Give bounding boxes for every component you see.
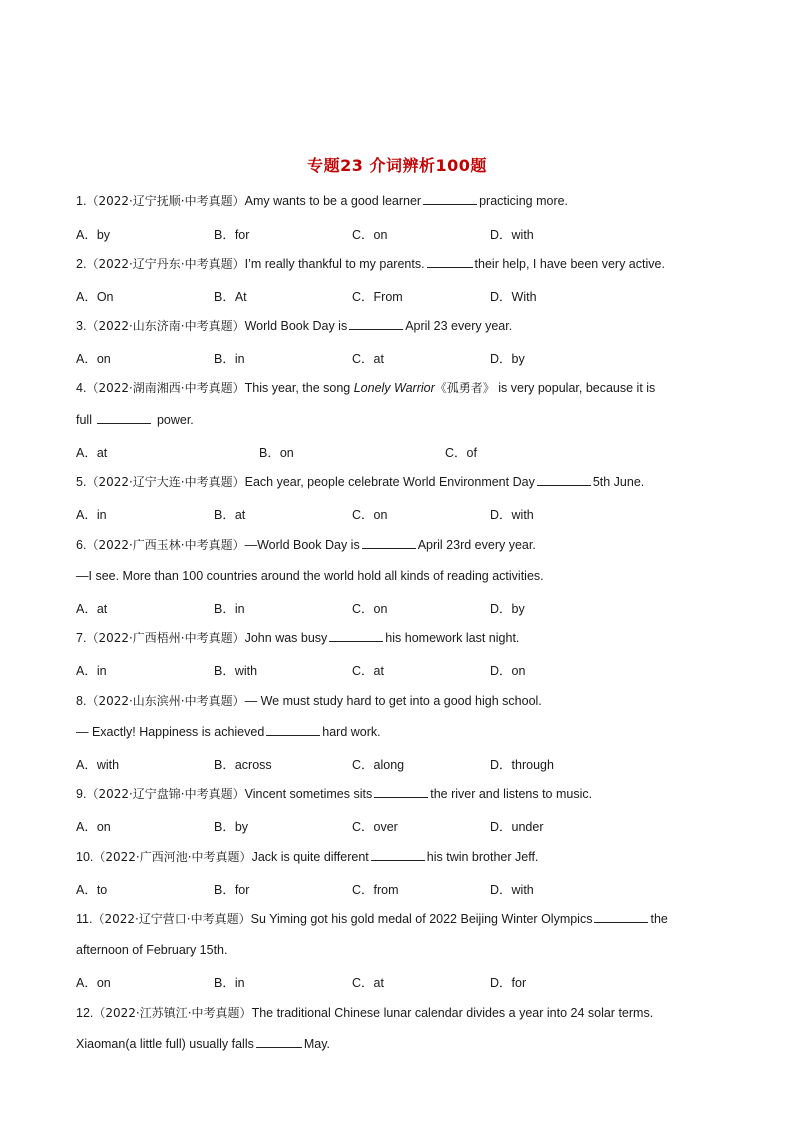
question-text: hard work.	[322, 725, 381, 739]
options-8	[76, 755, 726, 771]
question-text: his homework last night.	[385, 631, 520, 645]
question-text: full	[76, 413, 92, 427]
answer-blank	[349, 318, 403, 330]
song-title-cn: 《孤勇者》	[434, 381, 495, 395]
answer-blank	[362, 537, 416, 549]
question-text: —World Book Day is	[244, 538, 360, 552]
question-source: （2022·辽宁抚顺·中考真题）	[86, 194, 245, 208]
question-text: — Exactly! Happiness is achieved	[76, 725, 265, 739]
options-5	[76, 505, 726, 521]
question-number: 2.	[76, 257, 87, 271]
question-number: 8.	[76, 694, 87, 708]
question-text: their help, I have been very active.	[474, 257, 665, 271]
option-d: D．with	[490, 883, 534, 897]
answer-blank	[423, 193, 477, 205]
question-number: 9.	[76, 787, 87, 801]
question-text: Vincent sometimes sits	[244, 787, 373, 801]
option-a: A．in	[76, 664, 107, 678]
question-number: 5.	[76, 475, 87, 489]
question-text: practicing more.	[479, 194, 569, 208]
answer-blank	[427, 256, 473, 268]
question-text: power.	[156, 413, 194, 427]
question-source: （2022·山东滨州·中考真题）	[86, 694, 245, 708]
answer-blank	[256, 1036, 302, 1048]
option-d: D．for	[490, 976, 527, 990]
options-6	[76, 599, 726, 615]
options-11	[76, 973, 726, 989]
question-text: Su Yiming got his gold medal of 2022 Beijing Winter Olympics	[250, 912, 593, 926]
question-4-line2	[76, 412, 724, 428]
option-d: D．with	[490, 508, 534, 522]
option-b: B．across	[214, 758, 272, 772]
answer-blank	[537, 474, 591, 486]
question-source: （2022·辽宁营口·中考真题）	[92, 912, 251, 926]
options-9	[76, 817, 726, 833]
question-source: （2022·江苏镇江·中考真题）	[93, 1006, 252, 1020]
question-number: 3.	[76, 319, 87, 333]
option-a: A．in	[76, 508, 107, 522]
options-2	[76, 287, 726, 303]
question-text: April 23rd every year.	[417, 538, 536, 552]
option-b: B．with	[214, 664, 258, 678]
option-c: C．over	[352, 820, 398, 834]
question-source: （2022·湖南湘西·中考真题）	[86, 381, 245, 395]
options-7	[76, 661, 726, 677]
option-a: A．on	[76, 820, 111, 834]
question-text: This year, the song	[244, 381, 351, 395]
option-d: D．With	[490, 290, 537, 304]
question-number: 12.	[76, 1006, 94, 1020]
question-5	[76, 474, 724, 490]
question-10	[76, 849, 724, 865]
option-a: A．at	[76, 602, 108, 616]
question-text: May.	[303, 1037, 331, 1051]
question-9	[76, 786, 724, 802]
question-text: World Book Day is	[244, 319, 348, 333]
option-a: A．to	[76, 883, 108, 897]
question-source: （2022·广西河池·中考真题）	[93, 850, 252, 864]
question-source: （2022·山东济南·中考真题）	[86, 319, 245, 333]
option-c: C．on	[352, 228, 388, 242]
question-11	[76, 911, 724, 927]
answer-blank	[594, 911, 648, 923]
option-c: C．at	[352, 664, 384, 678]
question-8-line2	[76, 724, 724, 740]
question-text: the	[650, 912, 668, 926]
option-d: D．through	[490, 758, 554, 772]
option-b: B．on	[259, 446, 294, 460]
question-6-line2: —I see. More than 100 countries around the world hold all kinds of reading activities.	[76, 569, 544, 583]
option-d: D．with	[490, 228, 534, 242]
question-number: 4.	[76, 381, 87, 395]
option-b: B．by	[214, 820, 249, 834]
option-b: B．At	[214, 290, 247, 304]
answer-blank	[374, 786, 428, 798]
question-number: 1.	[76, 194, 87, 208]
question-number: 6.	[76, 538, 87, 552]
option-a: A．on	[76, 976, 111, 990]
question-text: Xiaoman(a little full) usually falls	[76, 1037, 254, 1051]
question-number: 11.	[76, 912, 93, 926]
question-text: 5th June.	[592, 475, 645, 489]
question-text: is very popular, because it is	[494, 381, 656, 395]
options-4	[76, 443, 726, 459]
option-c: C．on	[352, 602, 388, 616]
question-text: I’m really thankful to my parents.	[244, 257, 425, 271]
question-1	[76, 193, 724, 209]
question-text: April 23 every year.	[405, 319, 513, 333]
question-2	[76, 256, 724, 272]
option-c: C．from	[352, 883, 399, 897]
question-11-line2: afternoon of February 15th.	[76, 943, 228, 957]
option-c: C．at	[352, 976, 384, 990]
option-a: A．on	[76, 352, 111, 366]
question-12	[76, 1005, 724, 1021]
option-a: A．On	[76, 290, 114, 304]
question-source: （2022·广西玉林·中考真题）	[86, 538, 245, 552]
option-c: C．of	[445, 446, 477, 460]
answer-blank	[371, 849, 425, 861]
question-text: Amy wants to be a good learner	[244, 194, 422, 208]
question-text: Jack is quite different	[251, 850, 369, 864]
option-d: D．by	[490, 352, 525, 366]
question-source: （2022·辽宁盘锦·中考真题）	[86, 787, 245, 801]
question-text: his twin brother Jeff.	[426, 850, 539, 864]
question-12-line2	[76, 1036, 724, 1052]
question-7	[76, 630, 724, 646]
option-b: B．for	[214, 883, 250, 897]
option-b: B．for	[214, 228, 250, 242]
question-number: 10.	[76, 850, 94, 864]
option-c: C．at	[352, 352, 384, 366]
question-text: Each year, people celebrate World Environment Day	[244, 475, 535, 489]
answer-blank	[266, 724, 320, 736]
option-d: D．on	[490, 664, 526, 678]
page-title: 专题23 介词辨析100题	[307, 156, 487, 175]
question-text: John was busy	[244, 631, 328, 645]
answer-blank	[97, 412, 151, 424]
option-b: B．in	[214, 602, 245, 616]
option-d: D．under	[490, 820, 544, 834]
question-number: 7.	[76, 631, 87, 645]
options-10	[76, 880, 726, 896]
option-b: B．in	[214, 352, 245, 366]
question-8	[76, 693, 724, 709]
option-a: A．with	[76, 758, 120, 772]
option-d: D．by	[490, 602, 525, 616]
answer-blank	[329, 630, 383, 642]
question-source: （2022·辽宁丹东·中考真题）	[86, 257, 245, 271]
options-3	[76, 349, 726, 365]
question-source: （2022·广西梧州·中考真题）	[86, 631, 245, 645]
options-1	[76, 225, 726, 241]
question-text: the river and listens to music.	[430, 787, 593, 801]
question-4	[76, 380, 724, 396]
option-c: C．along	[352, 758, 405, 772]
question-6	[76, 537, 724, 553]
question-3	[76, 318, 724, 334]
option-a: A．at	[76, 446, 108, 460]
option-c: C．From	[352, 290, 403, 304]
question-source: （2022·辽宁大连·中考真题）	[86, 475, 245, 489]
question-text: The traditional Chinese lunar calendar divides a year into 24 solar terms.	[251, 1006, 654, 1020]
option-b: B．in	[214, 976, 245, 990]
song-title: Lonely Warrior	[353, 381, 435, 395]
option-c: C．on	[352, 508, 388, 522]
option-a: A．by	[76, 228, 111, 242]
question-text: — We must study hard to get into a good high school.	[244, 694, 542, 708]
option-b: B．at	[214, 508, 246, 522]
